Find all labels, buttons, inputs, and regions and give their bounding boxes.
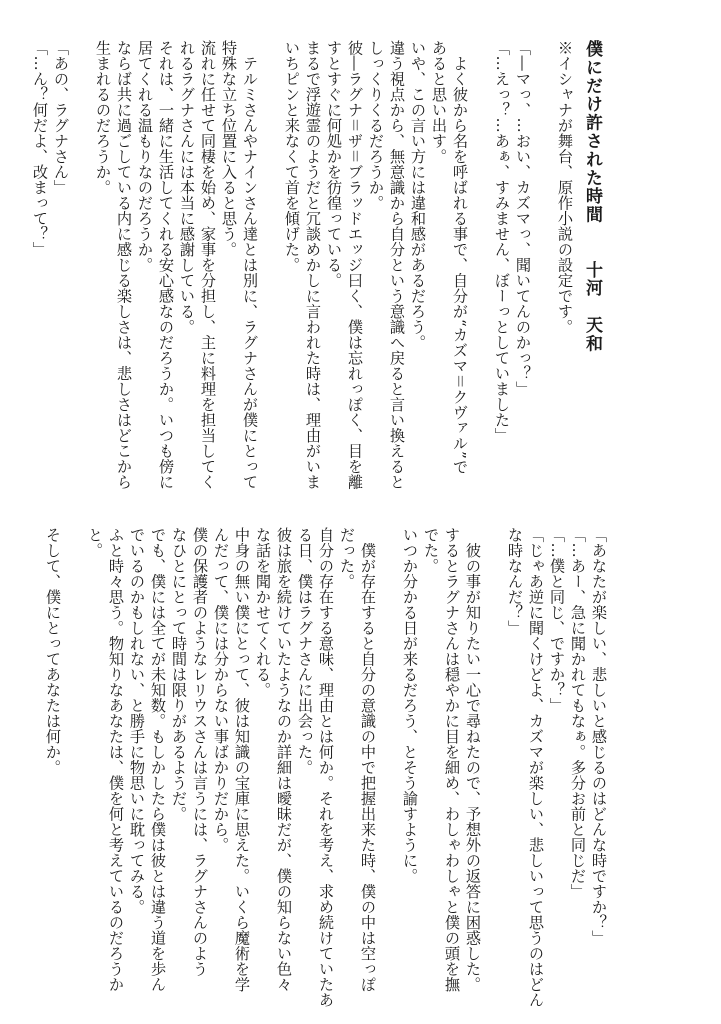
upper-text-block: [31, 40, 609, 510]
upper-body-text: ※イシャナが舞台、原作小説の設定です。 「―マっ、…おい、カズマっ、聞いてんのかっ？」 「…えっ？…あぁ、すみません、ぼーっとしていました」 よく彼から名を呼ばれる事で、自分が“カズマ＝クヴァル”で あると思い出す。 いや、この言い方には違和感があるだろう。 違う視点から、無意識から自分という意識へ戻ると言い換えると しっくりくるだろうか。 彼―ラグナ＝ザ＝ブラッドエッジ曰く、僕は忘れっぽく、目を離 すとすぐに何処かを彷徨っている。 まるで浮遊霊のようだと冗談めかしに言われた時は、理由がいま いちピンと来なくて首を傾げた。 テルミさんやナインさん達とは別に、ラグナさんが僕にとって 特殊な立ち位置に入ると思う。 流れに任せて同棲を始め、家事を分担し、主に料理を担当してく れるラグナさんには本当に感謝している。 それは、一緒に生活してくれる安心感なのだろうか。いつも傍に 居てくれる温もりなのだろうか。 ならば共に過ごしている内に感じる楽しさは、悲しさはどこから 生まれるのだろうか。 「あの、ラグナさん」 「…ん？何だよ、改まって？」: [31, 40, 574, 490]
document-title: 僕にだけ許された時間: [582, 40, 602, 224]
title-author-gap: [582, 224, 602, 261]
author-name: 十河 天和: [582, 260, 602, 353]
lower-body-text: 「あなたが楽しい、悲しいと感じるのはどんな時ですか？」 「…あー、急に聞かれてもなぁ。多分お前と同じだ」 「…僕と同じ、ですか？」 「じゃあ逆に聞くけどよ、カズマが楽しい、悲しいって思うのはどん な時なんだ？」 彼の事が知りたい一心で尋ねたので、予想外の返答に困惑した。 するとラグナさんは穏やかに目を細め、わしゃわしゃと僕の頭を撫 でた。 いつか分かる日が来るだろう、とそう諭すように。 僕が存在すると自分の意識の中で把握出来た時、僕の中は空っぽ だった。 自分の存在する意味、理由とは何か。それを考え、求め続けていたあ る日、僕はラグナさんに出会った。 彼は旅を続けていたようなのか詳細は曖昧だが、僕の知らない色々 な話を聞かせてくれる。 中身の無い僕にとって、彼は知識の宝庫に思えた。いくら魔術を学 んだって、僕には分からない事ばかりだから。 僕の保護者のようなレリウスさんは言うには、ラグナさんのよう なひとにとって時間は限りがあるようだ。 でも、僕には全てが未知数。もしかしたら僕は彼とは違う道を歩ん でいるのかもしれない、と勝手に物思いに耽ってみる。 ふと時々思う。物知りなあなたは、僕を何と考えているのだろうか と。 そして、僕にとってあなたは何か。: [44, 527, 608, 1008]
lower-text-block: [44, 527, 609, 1008]
title-line: [575, 40, 609, 510]
